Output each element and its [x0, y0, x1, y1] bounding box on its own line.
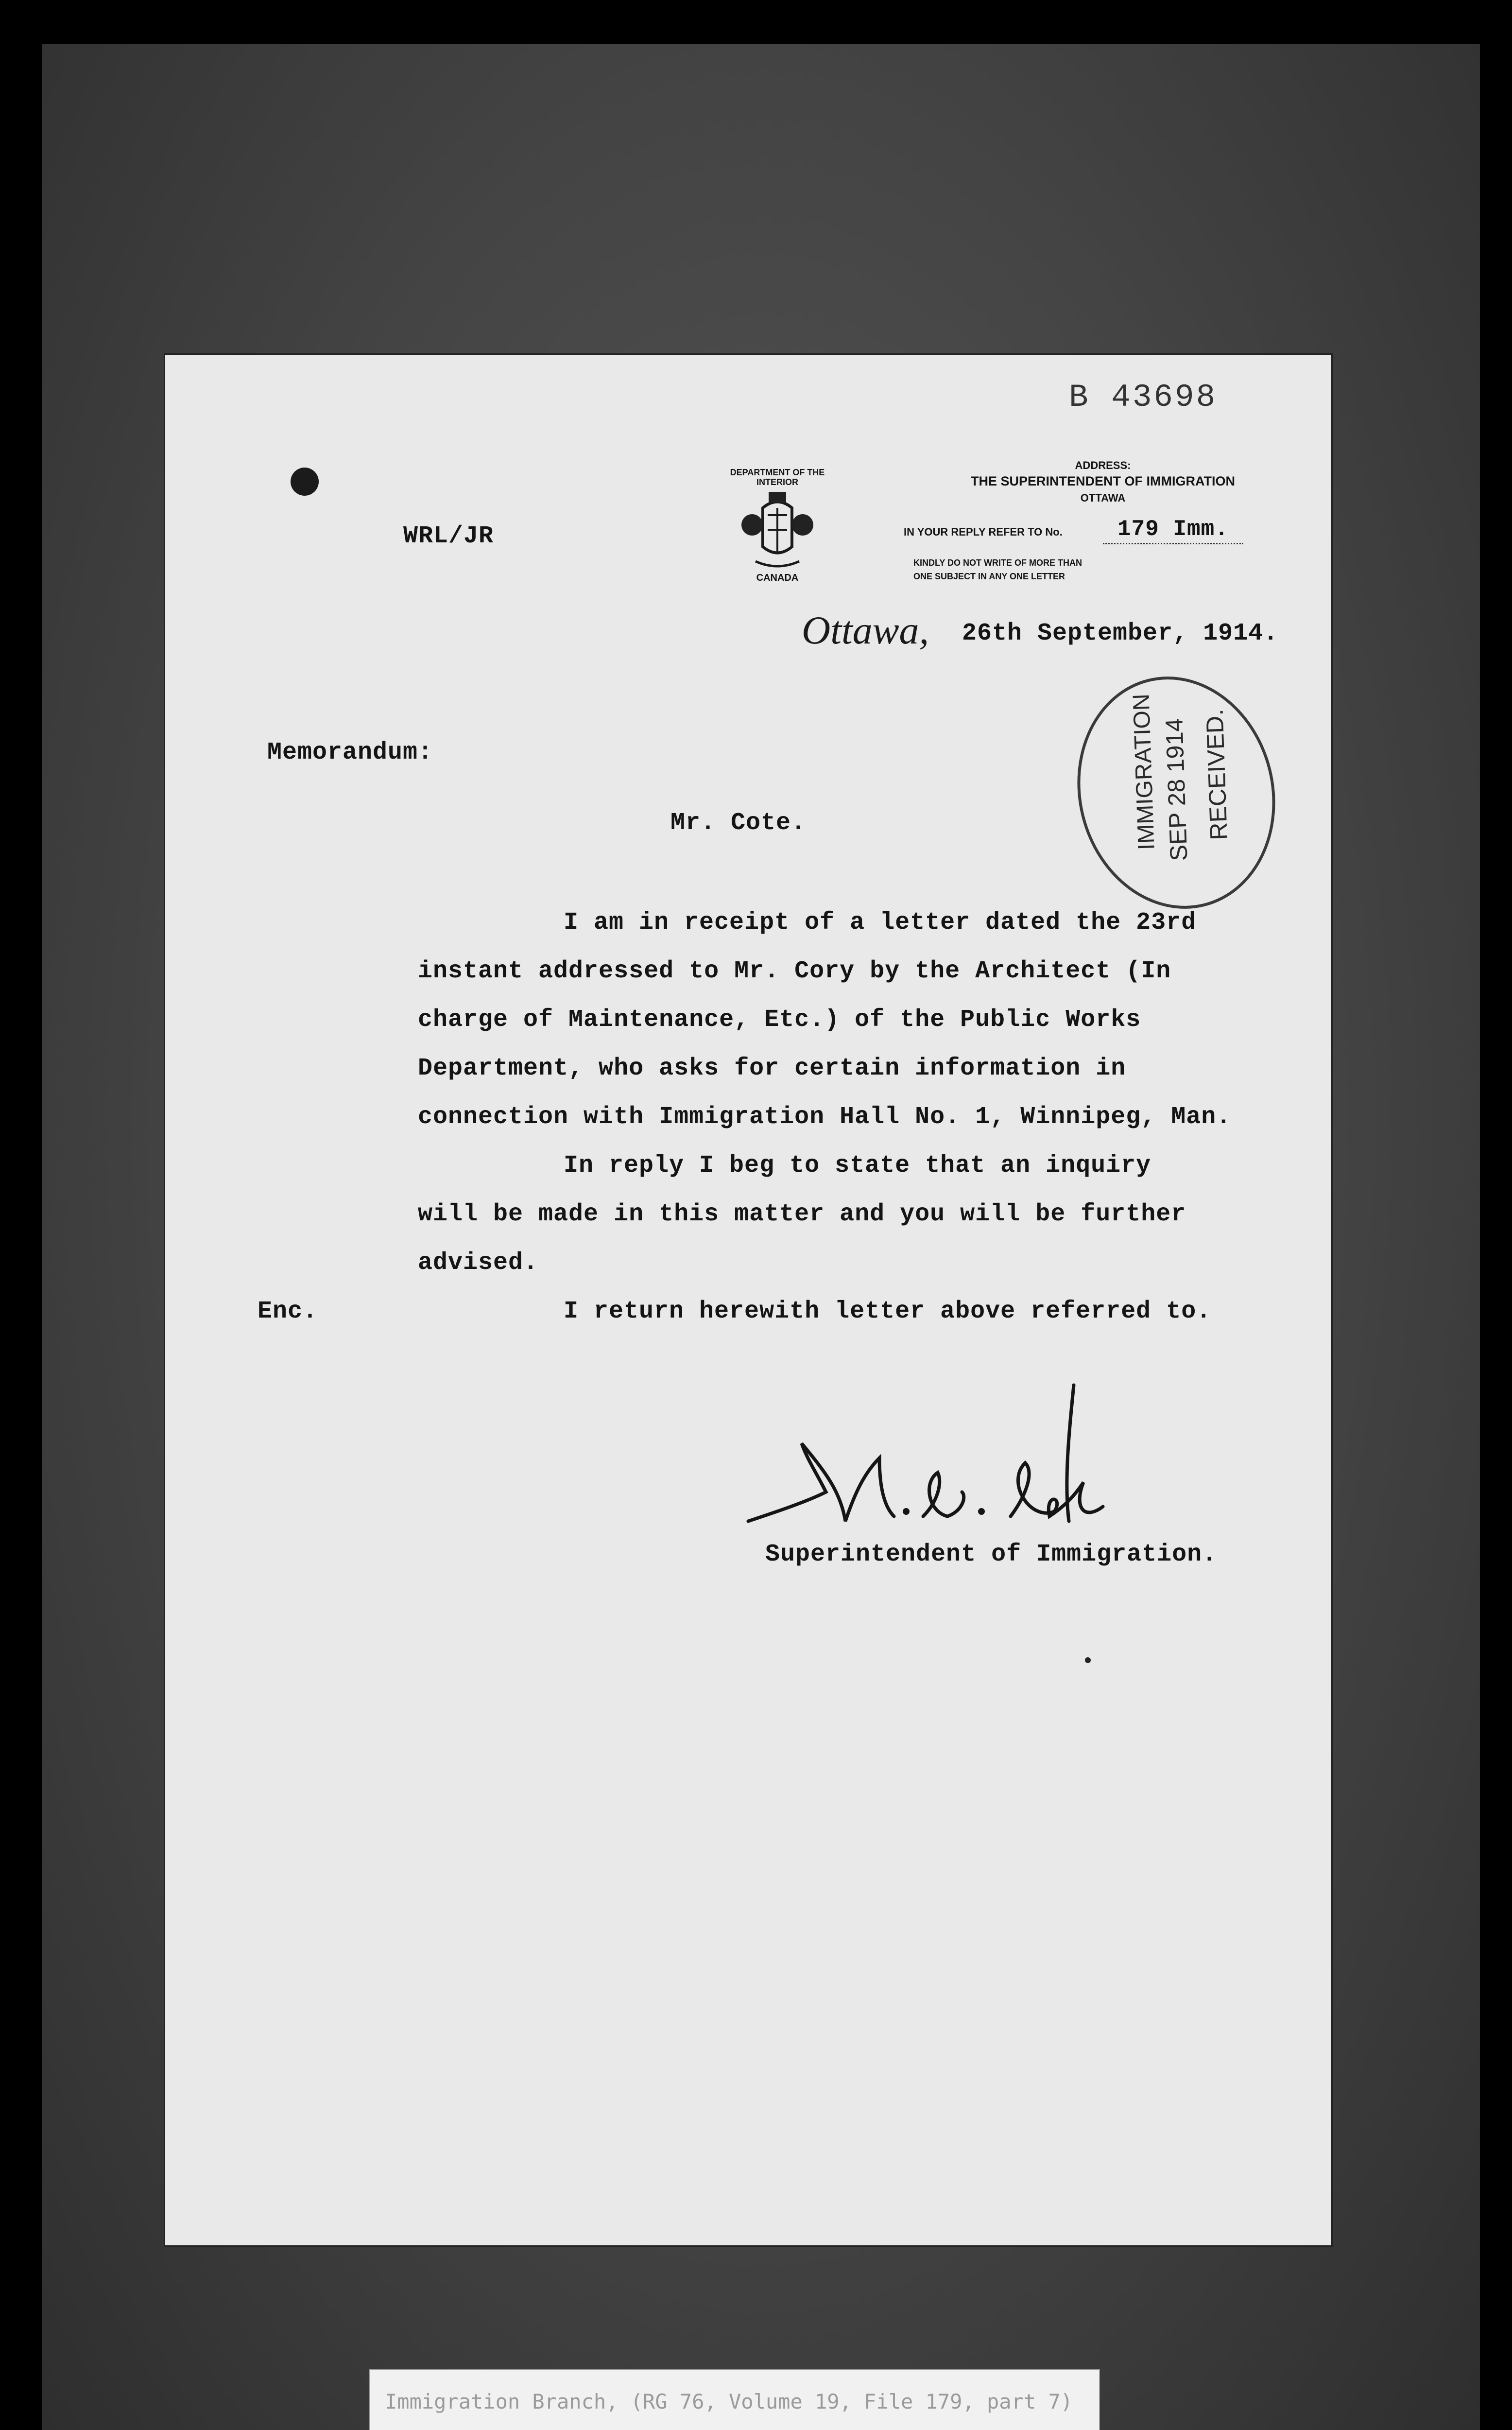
stamp-line-3: RECEIVED. — [1201, 709, 1233, 841]
letter-date: 26th September, 1914. — [962, 620, 1279, 647]
body-line: advised. — [418, 1249, 539, 1277]
body-line: charge of Maintenance, Etc.) of the Public Works — [418, 1006, 1141, 1034]
body-line: I am in receipt of a letter dated the 23rd — [564, 909, 1197, 937]
address-line-1: THE SUPERINTENDENT OF IMMIGRATION — [971, 474, 1235, 488]
body-line: In reply I beg to state that an inquiry — [564, 1152, 1151, 1180]
signature-title: Superintendent of Immigration. — [765, 1541, 1218, 1568]
punch-hole — [291, 468, 319, 496]
body-line: I return herewith letter above referred to. — [564, 1298, 1212, 1325]
reference-label-text: Immigration Branch, (RG 76, Volume 19, File 179, part 7) — [385, 2390, 1073, 2413]
ink-dot — [1085, 1657, 1091, 1663]
reply-reference-label: IN YOUR REPLY REFER TO No. — [904, 526, 1063, 538]
body-line: Department, who asks for certain information in — [418, 1055, 1126, 1082]
received-stamp — [1053, 656, 1300, 930]
instruction-line-2: ONE SUBJECT IN ANY ONE LETTER — [913, 572, 1065, 581]
address-label: ADDRESS: — [1075, 459, 1131, 471]
reply-reference-value: 179 Imm. — [1103, 517, 1243, 544]
body-line: will be made in this matter and you will be further — [418, 1200, 1186, 1228]
memo-heading: Memorandum: — [267, 739, 433, 766]
enclosure: Enc. — [258, 1298, 318, 1325]
department-crest — [714, 462, 841, 588]
body-line: connection with Immigration Hall No. 1, Winnipeg, Man. — [418, 1103, 1232, 1131]
addressee: Mr. Cote. — [670, 809, 807, 837]
body-line: instant addressed to Mr. Cory by the Architect (In — [418, 957, 1171, 985]
letter-page — [165, 355, 1331, 2245]
signature-icon — [734, 1375, 1122, 1560]
reference-label — [369, 2369, 1100, 2430]
stamp-line-2: SEP 28 1914 — [1160, 717, 1193, 862]
crest-text-top: DEPARTMENT OF THE INTERIOR — [730, 468, 825, 487]
crest-text-bottom: CANADA — [756, 573, 799, 583]
address-line-2: OTTAWA — [1080, 492, 1126, 504]
stamp-line-1: IMMIGRATION — [1128, 693, 1160, 851]
place: Ottawa, — [802, 608, 929, 652]
signature — [734, 1375, 1122, 1560]
file-number: B 43698 — [1069, 379, 1218, 416]
instruction-line-1: KINDLY DO NOT WRITE OF MORE THAN — [913, 558, 1082, 568]
initials: WRL/JR — [403, 522, 494, 550]
